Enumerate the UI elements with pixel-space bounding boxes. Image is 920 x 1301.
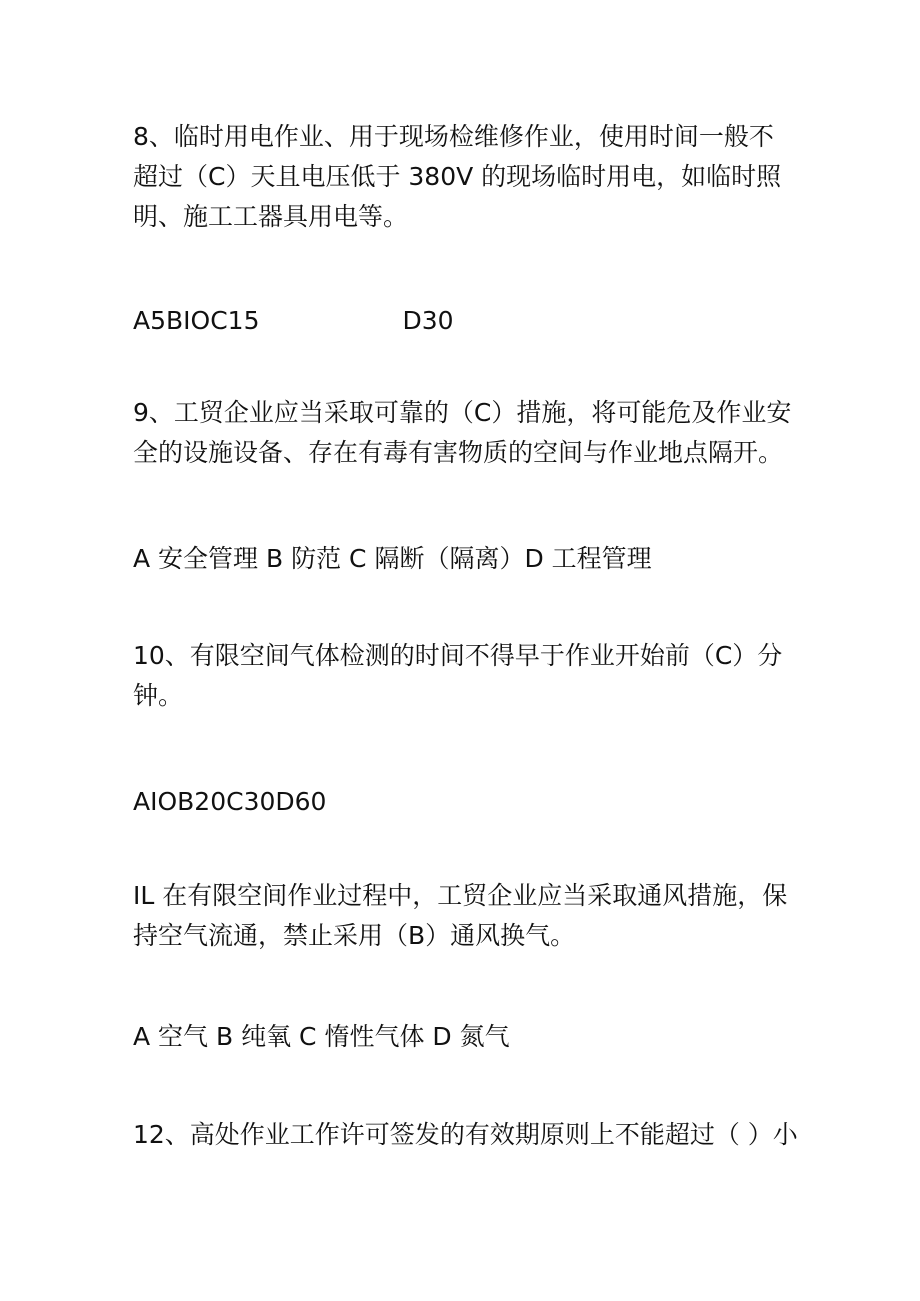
question-8-line-3: 明、施工工器具用电等。 bbox=[133, 202, 409, 231]
question-10-line-1: 10、有限空间气体检测的时间不得早于作业开始前（C）分 bbox=[133, 641, 783, 670]
question-9 bbox=[133, 393, 803, 473]
question-11-line-2: 持空气流通，禁止采用（B）通风换气。 bbox=[133, 921, 576, 950]
question-9-line-2: 全的设施设备、存在有毒有害物质的空间与作业地点隔开。 bbox=[133, 438, 784, 467]
question-11 bbox=[133, 876, 803, 956]
question-10-line-2: 钟。 bbox=[133, 681, 184, 710]
question-12 bbox=[133, 1115, 803, 1155]
question-9-options: A 安全管理 B 防范 C 隔断（隔离）D 工程管理 bbox=[133, 544, 652, 573]
question-8-line-2: 超过（C）天且电压低于 380V 的现场临时用电，如临时照 bbox=[133, 162, 782, 191]
question-11-line-1: IL 在有限空间作业过程中，工贸企业应当采取通风措施，保 bbox=[133, 881, 788, 910]
question-11-options: A 空气 B 纯氧 C 惰性气体 D 氮气 bbox=[133, 1022, 510, 1051]
question-8-options: A5BIOC15 D30 bbox=[133, 306, 454, 335]
question-8 bbox=[133, 117, 803, 237]
question-8-line-1: 8、临时用电作业、用于现场检维修作业，使用时间一般不 bbox=[133, 122, 774, 151]
question-12-line-1: 12、高处作业工作许可签发的有效期原则上不能超过（ ）小 bbox=[133, 1120, 798, 1149]
question-10 bbox=[133, 636, 803, 716]
question-10-options: AIOB20C30D60 bbox=[133, 787, 327, 816]
question-9-line-1: 9、工贸企业应当采取可靠的（C）措施，将可能危及作业安 bbox=[133, 398, 792, 427]
